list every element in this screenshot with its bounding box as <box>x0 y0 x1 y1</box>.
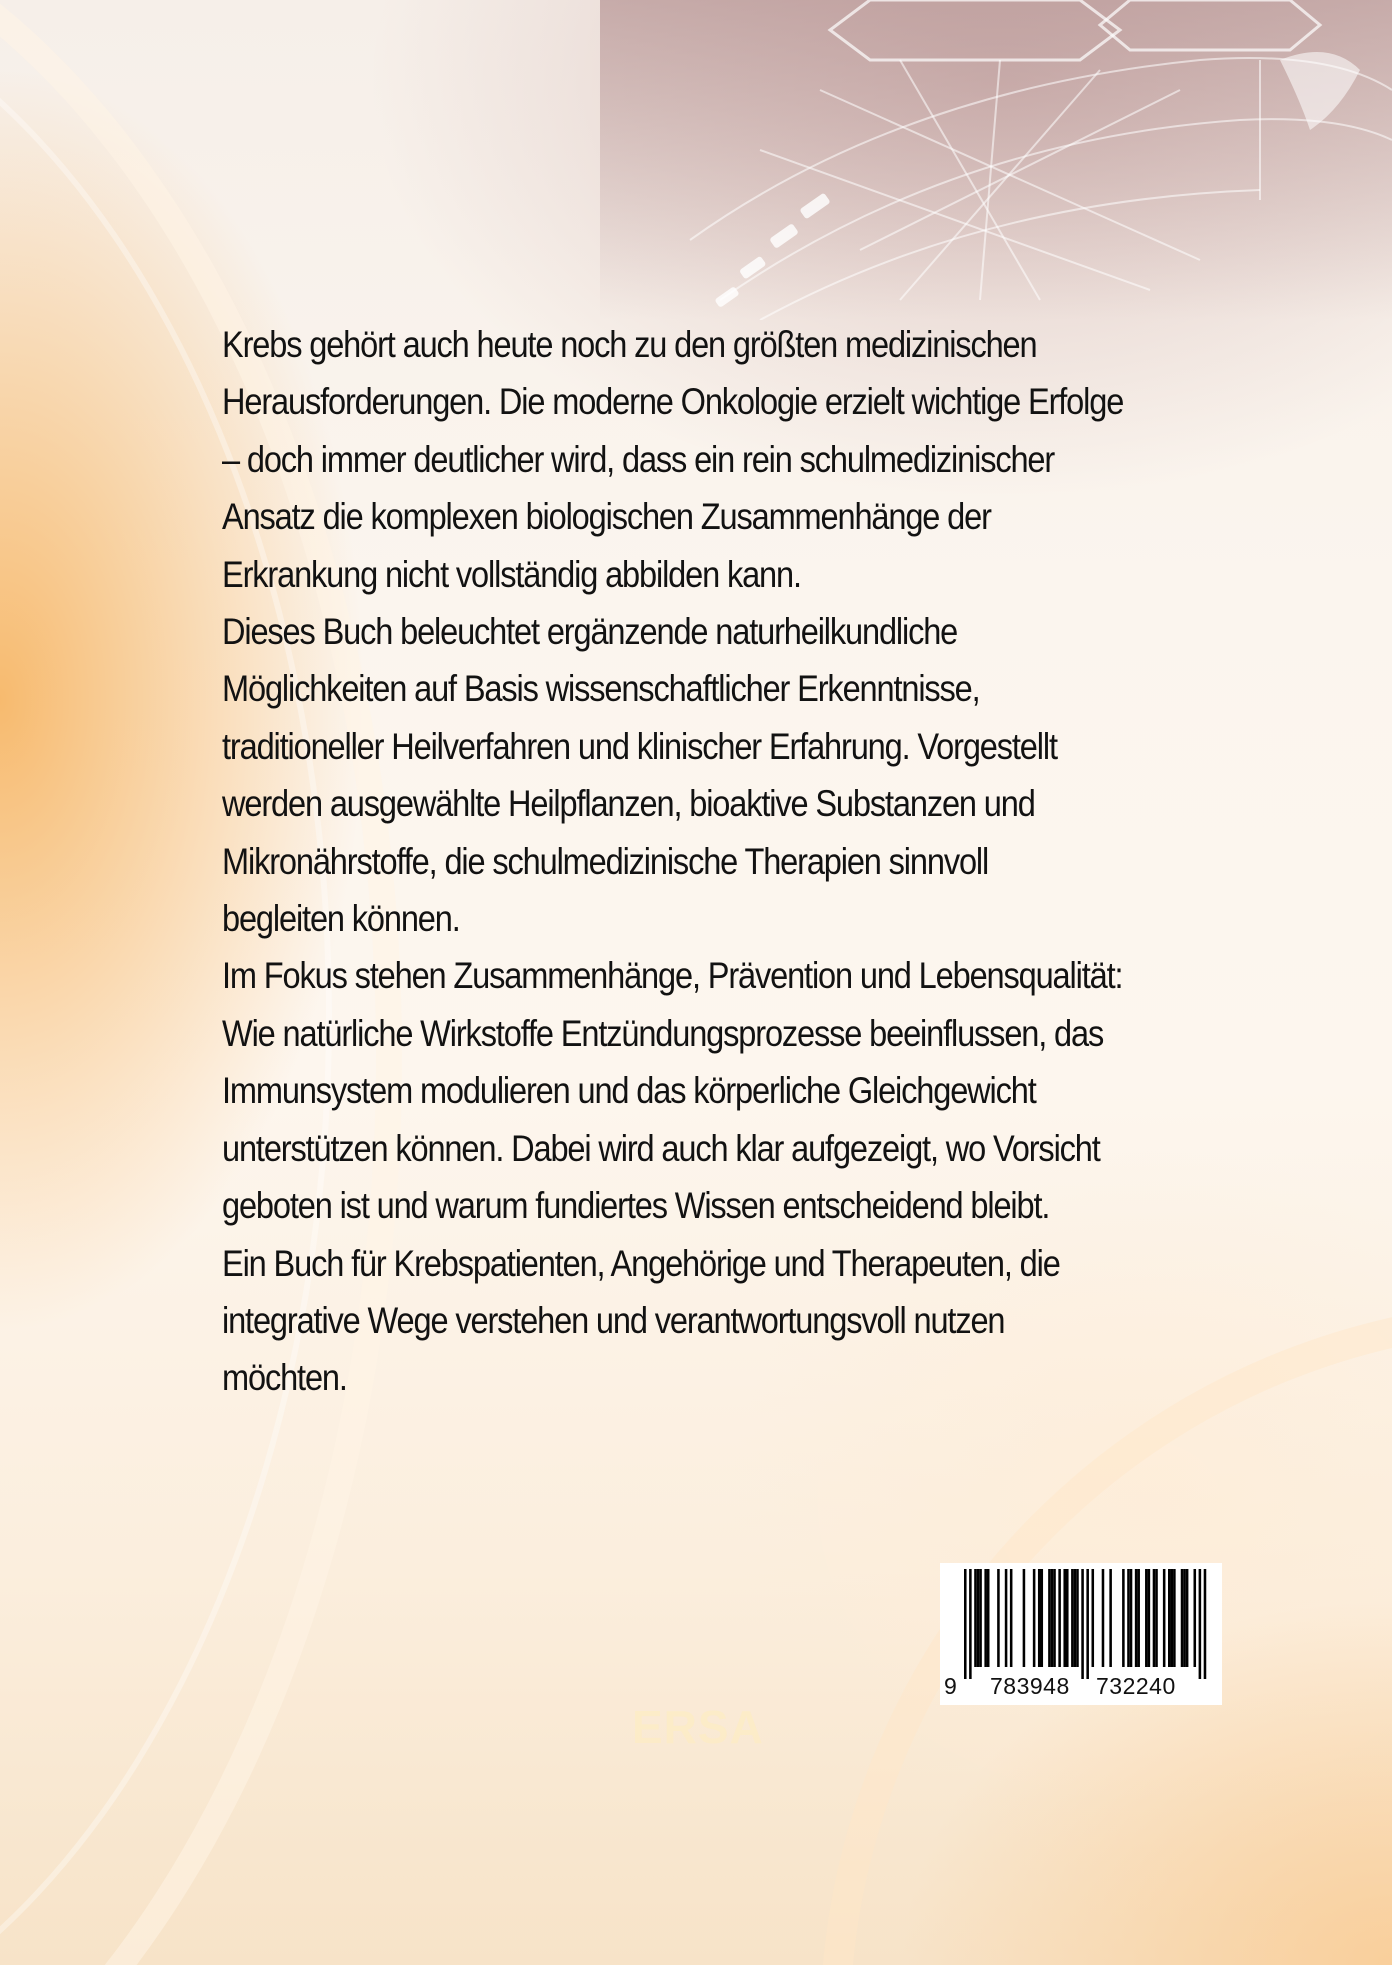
barcode-bar <box>1122 1569 1125 1667</box>
barcode-bar <box>1051 1569 1054 1667</box>
barcode-bar <box>1173 1569 1176 1667</box>
barcode-bar <box>1071 1569 1074 1667</box>
barcode-bar <box>964 1569 967 1679</box>
barcode-bar <box>987 1569 990 1667</box>
barcode-bar <box>1023 1569 1026 1667</box>
barcode-bar <box>1086 1569 1089 1679</box>
barcode-bar <box>1199 1569 1202 1679</box>
blurb-line: möchten. <box>222 1357 347 1399</box>
barcode-bar <box>1033 1569 1036 1667</box>
blurb-line: unterstützen können. Dabei wird auch klar aufgezeigt, wo Vorsicht <box>222 1127 1100 1169</box>
blurb-line: traditioneller Heilverfahren und klinischer Erfahrung. Vorgestellt <box>222 725 1057 767</box>
isbn-barcode <box>940 1563 1222 1705</box>
barcode-bar <box>1063 1569 1066 1667</box>
barcode-bar <box>1163 1569 1166 1667</box>
barcode-digits-left: 783948 <box>990 1673 1070 1699</box>
barcode-bar <box>1102 1569 1105 1667</box>
blurb-line: begleiten können. <box>222 898 460 940</box>
barcode-bar <box>1145 1569 1148 1667</box>
barcode-bar <box>997 1569 1000 1667</box>
barcode-bar <box>1135 1569 1138 1667</box>
barcode-bar <box>969 1569 972 1679</box>
barcode-bar <box>1038 1569 1041 1667</box>
barcode-bar <box>984 1569 987 1667</box>
barcode-bar <box>1155 1569 1158 1667</box>
blurb-line: werden ausgewählte Heilpflanzen, bioaktive Substanzen und <box>222 783 1035 825</box>
barcode-bar <box>974 1569 977 1667</box>
barcode-bar <box>1137 1569 1140 1667</box>
blurb-line: Immunsystem modulieren und das körperliche Gleichgewicht <box>222 1070 1036 1112</box>
blurb-line: integrative Wege verstehen und verantwortungsvoll nutzen <box>222 1299 1005 1341</box>
barcode-bar <box>979 1569 982 1667</box>
barcode-bar <box>1092 1569 1095 1667</box>
barcode-bar <box>1058 1569 1061 1667</box>
barcode-bar <box>1204 1569 1207 1679</box>
barcode-digits-right: 732240 <box>1096 1673 1176 1699</box>
faint-watermark: ERSA <box>632 1701 764 1753</box>
barcode-bar <box>1130 1569 1133 1667</box>
blurb-line: Im Fokus stehen Zusammenhänge, Prävention und Lebensqualität: <box>222 955 1123 997</box>
barcode-bar <box>1168 1569 1171 1667</box>
barcode-bar <box>1181 1569 1184 1667</box>
barcode-digit-first: 9 <box>944 1673 958 1699</box>
blurb-line: Dieses Buch beleuchtet ergänzende naturheilkundliche <box>222 611 958 653</box>
blurb-line: Wie natürliche Wirkstoffe Entzündungsprozesse beeinflussen, das <box>222 1012 1104 1054</box>
barcode-bar <box>1005 1569 1008 1667</box>
blurb-line: Erkrankung nicht vollständig abbilden kann. <box>222 553 801 595</box>
barcode-bar <box>1183 1569 1186 1667</box>
barcode-bar <box>1081 1569 1084 1679</box>
barcode-bar <box>1074 1569 1077 1667</box>
blurb-line: Mikronährstoffe, die schulmedizinische Therapien sinnvoll <box>222 840 989 882</box>
barcode-bar <box>1171 1569 1174 1667</box>
barcode-bar <box>1109 1569 1112 1667</box>
barcode-bars <box>940 1563 1222 1705</box>
blurb-line: geboten ist und warum fundiertes Wissen entscheidend bleibt. <box>222 1185 1050 1227</box>
barcode-bar <box>1066 1569 1069 1667</box>
barcode-bar <box>1041 1569 1044 1667</box>
barcode-bar <box>1010 1569 1013 1667</box>
blurb-line: Ein Buch für Krebspatienten, Angehörige und Therapeuten, die <box>222 1242 1060 1284</box>
blurb-line: Krebs gehört auch heute noch zu den größten medizinischen <box>222 324 1037 365</box>
barcode-bar <box>1153 1569 1156 1667</box>
barcode-bar <box>1194 1569 1197 1667</box>
back-cover-blurb <box>222 316 1124 1407</box>
blurb-line: Möglichkeiten auf Basis wissenschaftlicher Erkenntnisse, <box>222 668 980 710</box>
barcode-bar <box>1076 1569 1079 1667</box>
barcode-bar <box>1053 1569 1056 1667</box>
blurb-line: Ansatz die komplexen biologischen Zusammenhänge der <box>222 496 991 538</box>
barcode-bar <box>1148 1569 1151 1667</box>
barcode-bar <box>1048 1569 1051 1667</box>
barcode-bar <box>977 1569 980 1667</box>
blurb-line: Herausforderungen. Die moderne Onkologie erzielt wichtige Erfolge <box>222 381 1124 423</box>
barcode-bar <box>1127 1569 1130 1667</box>
blurb-line: – doch immer deutlicher wird, dass ein rein schulmedizinischer <box>222 438 1055 480</box>
barcode-bar <box>1186 1569 1189 1667</box>
